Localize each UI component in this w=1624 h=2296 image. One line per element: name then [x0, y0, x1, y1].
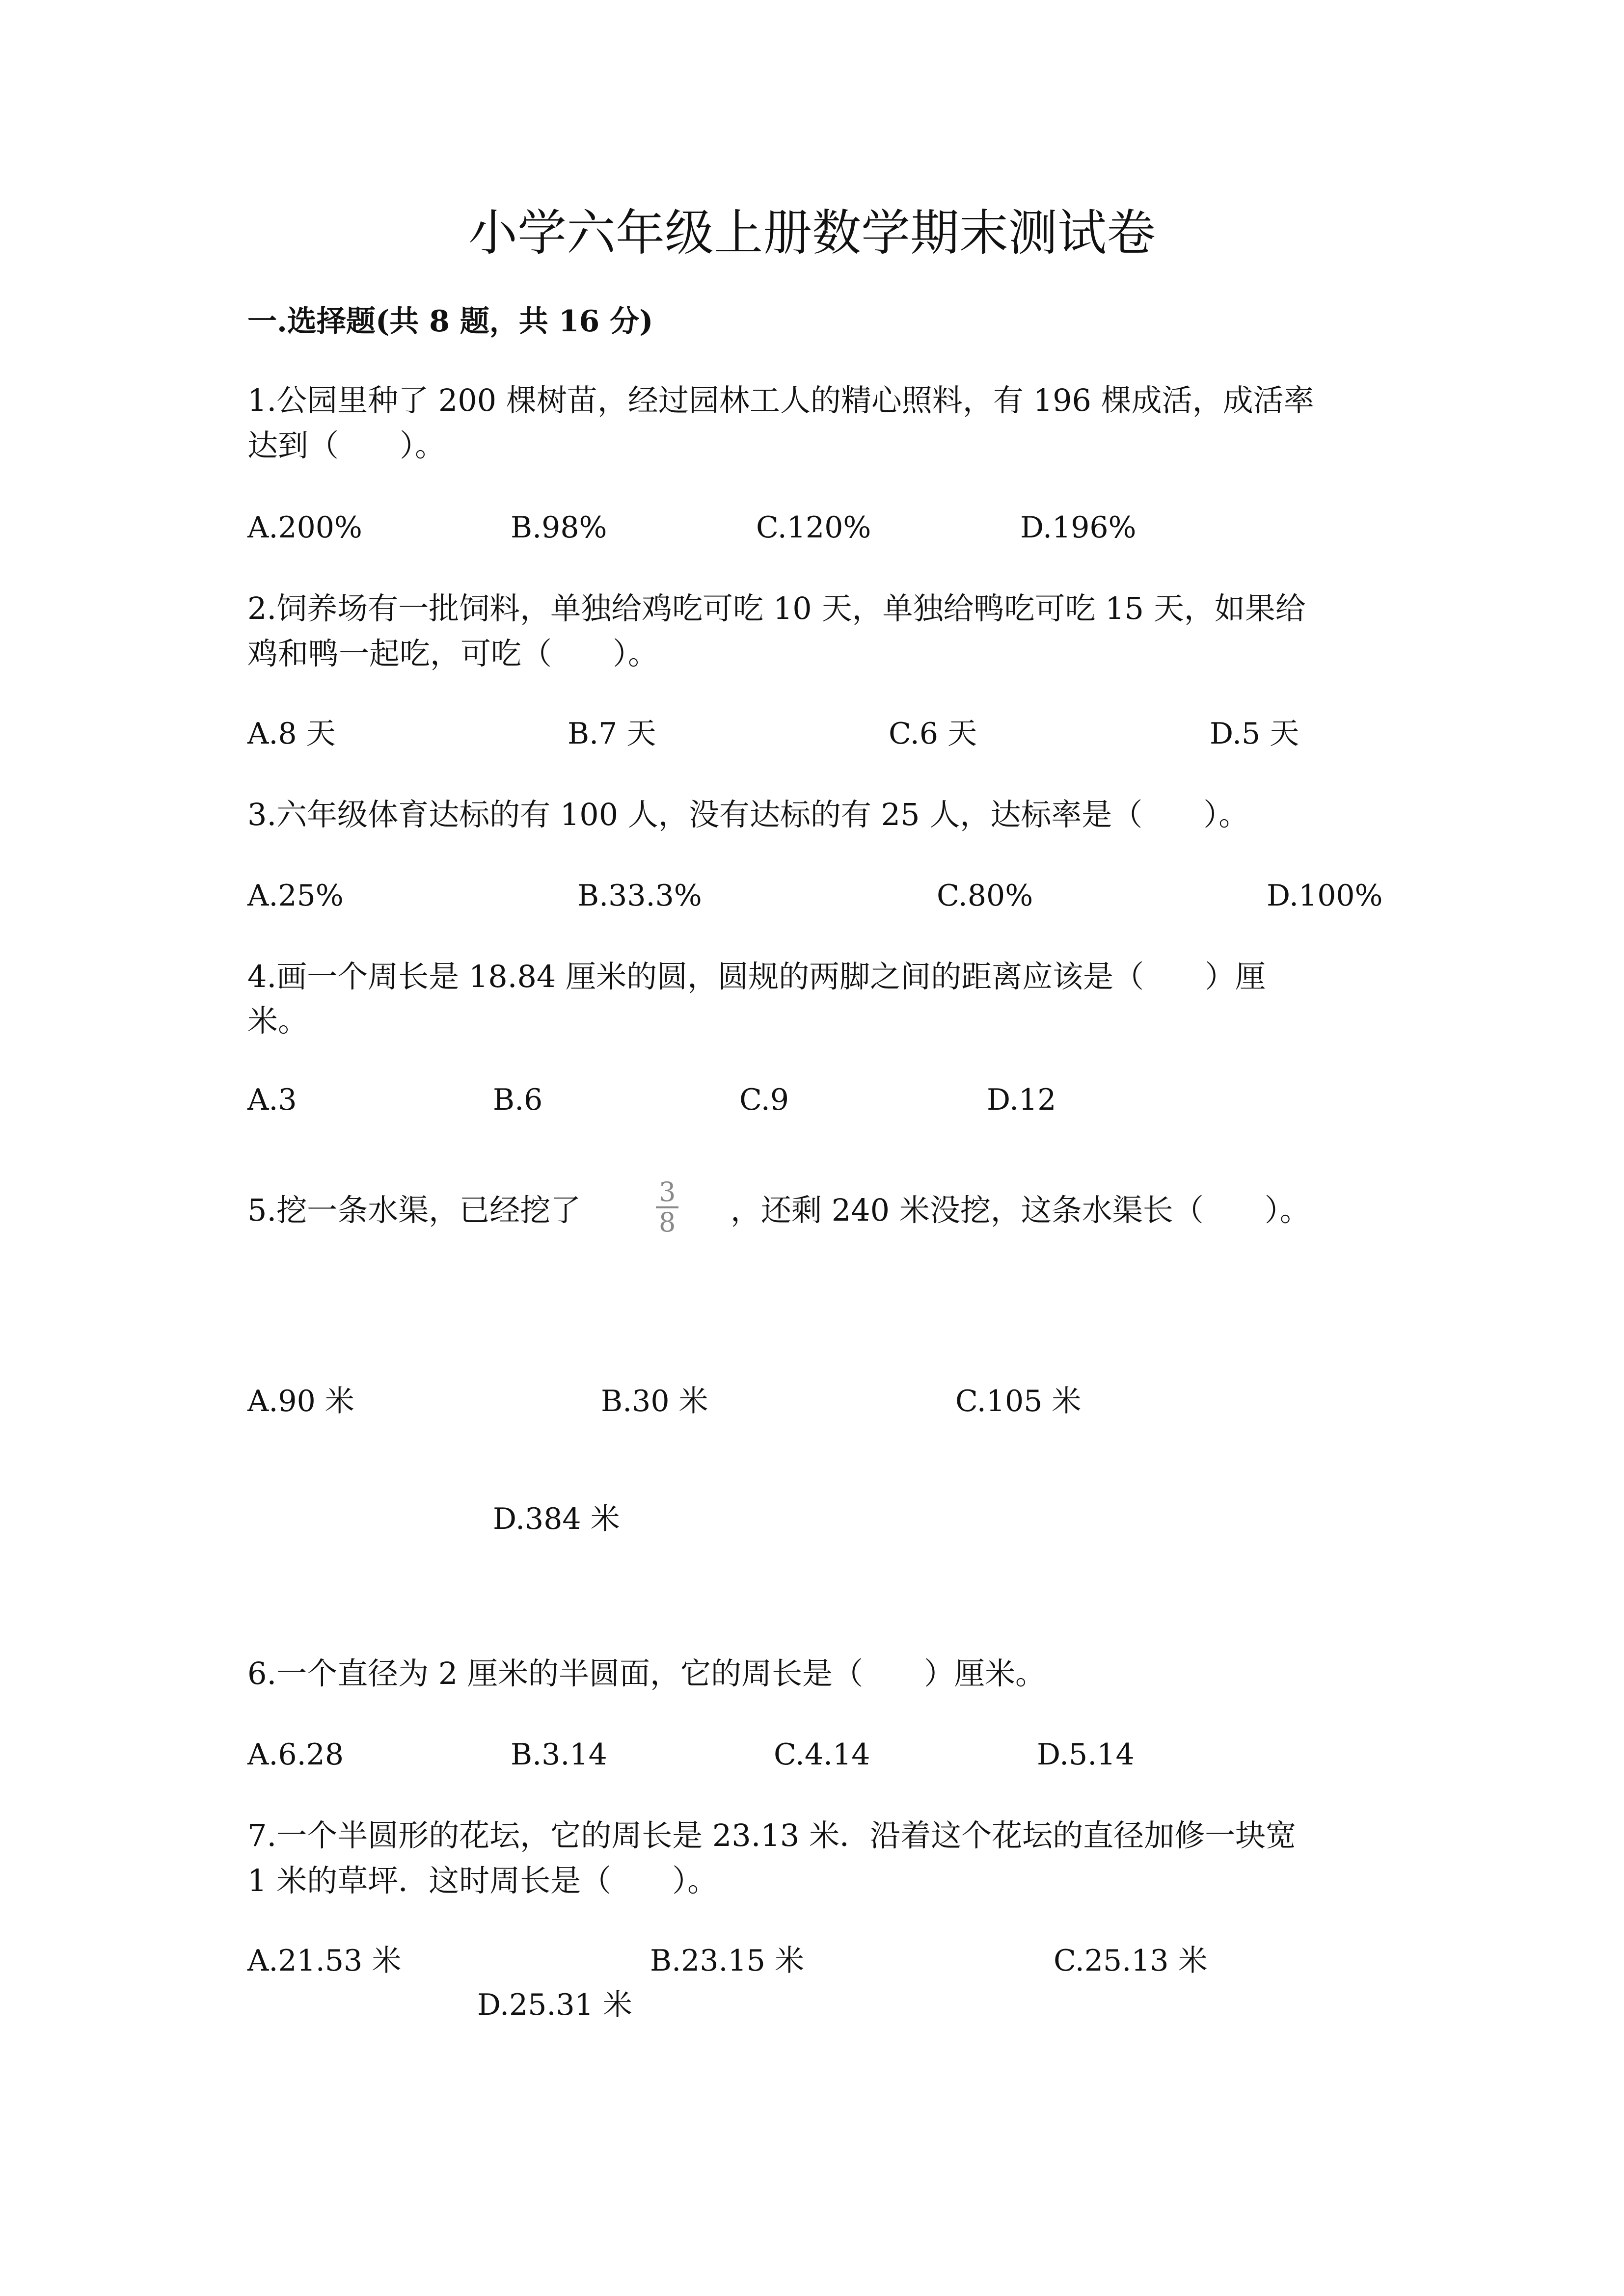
question-6-option-c: C.4.14	[774, 1737, 870, 1772]
question-4-option-c: C.9	[739, 1083, 789, 1117]
question-6-option-d: D.5.14	[1037, 1737, 1135, 1772]
section-heading: 一.选择题(共 8 题，共 16 分)	[247, 304, 653, 339]
question-6-line-1: 6.一个直径为 2 厘米的半圆面，它的周长是（ ）厘米。	[247, 1655, 1046, 1691]
question-2-option-b: B.7 天	[568, 717, 656, 751]
question-4-line-2: 米。	[247, 1003, 309, 1039]
fraction-denominator: 8	[659, 1207, 676, 1238]
question-7-line-1: 7.一个半圆形的花坛，它的周长是 23.13 米．沿着这个花坛的直径加修一块宽	[247, 1817, 1297, 1853]
question-5-option-c: C.105 米	[955, 1384, 1082, 1418]
question-7-line-2: 1 米的草坪．这时周长是（ ）。	[247, 1863, 718, 1898]
question-5-fraction	[656, 1178, 678, 1237]
fraction-numerator: 3	[656, 1178, 678, 1208]
question-5-text-after: ，还剩 240 米没挖，这条水渠长（ ）。	[731, 1192, 1310, 1228]
question-4-option-a: A.3	[247, 1083, 297, 1117]
question-5-option-b: B.30 米	[601, 1384, 708, 1418]
question-7-option-d: D.25.31 米	[477, 1988, 632, 2022]
question-1-option-b: B.98%	[511, 510, 607, 545]
question-7-option-b: B.23.15 米	[650, 1944, 805, 1978]
question-6-option-b: B.3.14	[511, 1737, 607, 1772]
question-1-option-d: D.196%	[1020, 510, 1137, 545]
question-7-option-a: A.21.53 米	[247, 1944, 402, 1978]
question-2-option-c: C.6 天	[889, 717, 977, 751]
question-4-option-d: D.12	[987, 1083, 1056, 1117]
question-3-option-c: C.80%	[937, 879, 1033, 913]
question-2-line-2: 鸡和鸭一起吃，可吃（ ）。	[247, 636, 659, 671]
question-1-line-1: 1.公园里种了 200 棵树苗，经过园林工人的精心照料，有 196 棵成活，成活率	[247, 382, 1314, 418]
question-1-option-c: C.120%	[756, 510, 871, 545]
question-3-line-1: 3.六年级体育达标的有 100 人，没有达标的有 25 人，达标率是（ ）。	[247, 797, 1249, 832]
question-5-text-before: 5.挖一条水渠，已经挖了	[247, 1192, 581, 1228]
question-5-option-a: A.90 米	[247, 1384, 354, 1418]
question-2-option-d: D.5 天	[1210, 717, 1299, 751]
question-2-option-a: A.8 天	[247, 717, 336, 751]
page-title: 小学六年级上册数学期末测试卷	[468, 204, 1156, 262]
question-1-line-2: 达到（ ）。	[247, 427, 446, 463]
question-3-option-a: A.25%	[247, 879, 344, 913]
question-2-line-1: 2.饲养场有一批饲料，单独给鸡吃可吃 10 天，单独给鸭吃可吃 15 天，如果给	[247, 590, 1306, 626]
question-1-option-a: A.200%	[247, 510, 362, 545]
question-4-option-b: B.6	[493, 1083, 543, 1117]
question-3-option-b: B.33.3%	[577, 879, 702, 913]
question-4-line-1: 4.画一个周长是 18.84 厘米的圆，圆规的两脚之间的距离应该是（ ）厘	[247, 959, 1266, 994]
question-3-option-d: D.100%	[1267, 879, 1383, 913]
question-6-option-a: A.6.28	[247, 1737, 344, 1772]
question-7-option-c: C.25.13 米	[1054, 1944, 1208, 1978]
question-5-option-d: D.384 米	[493, 1502, 620, 1536]
